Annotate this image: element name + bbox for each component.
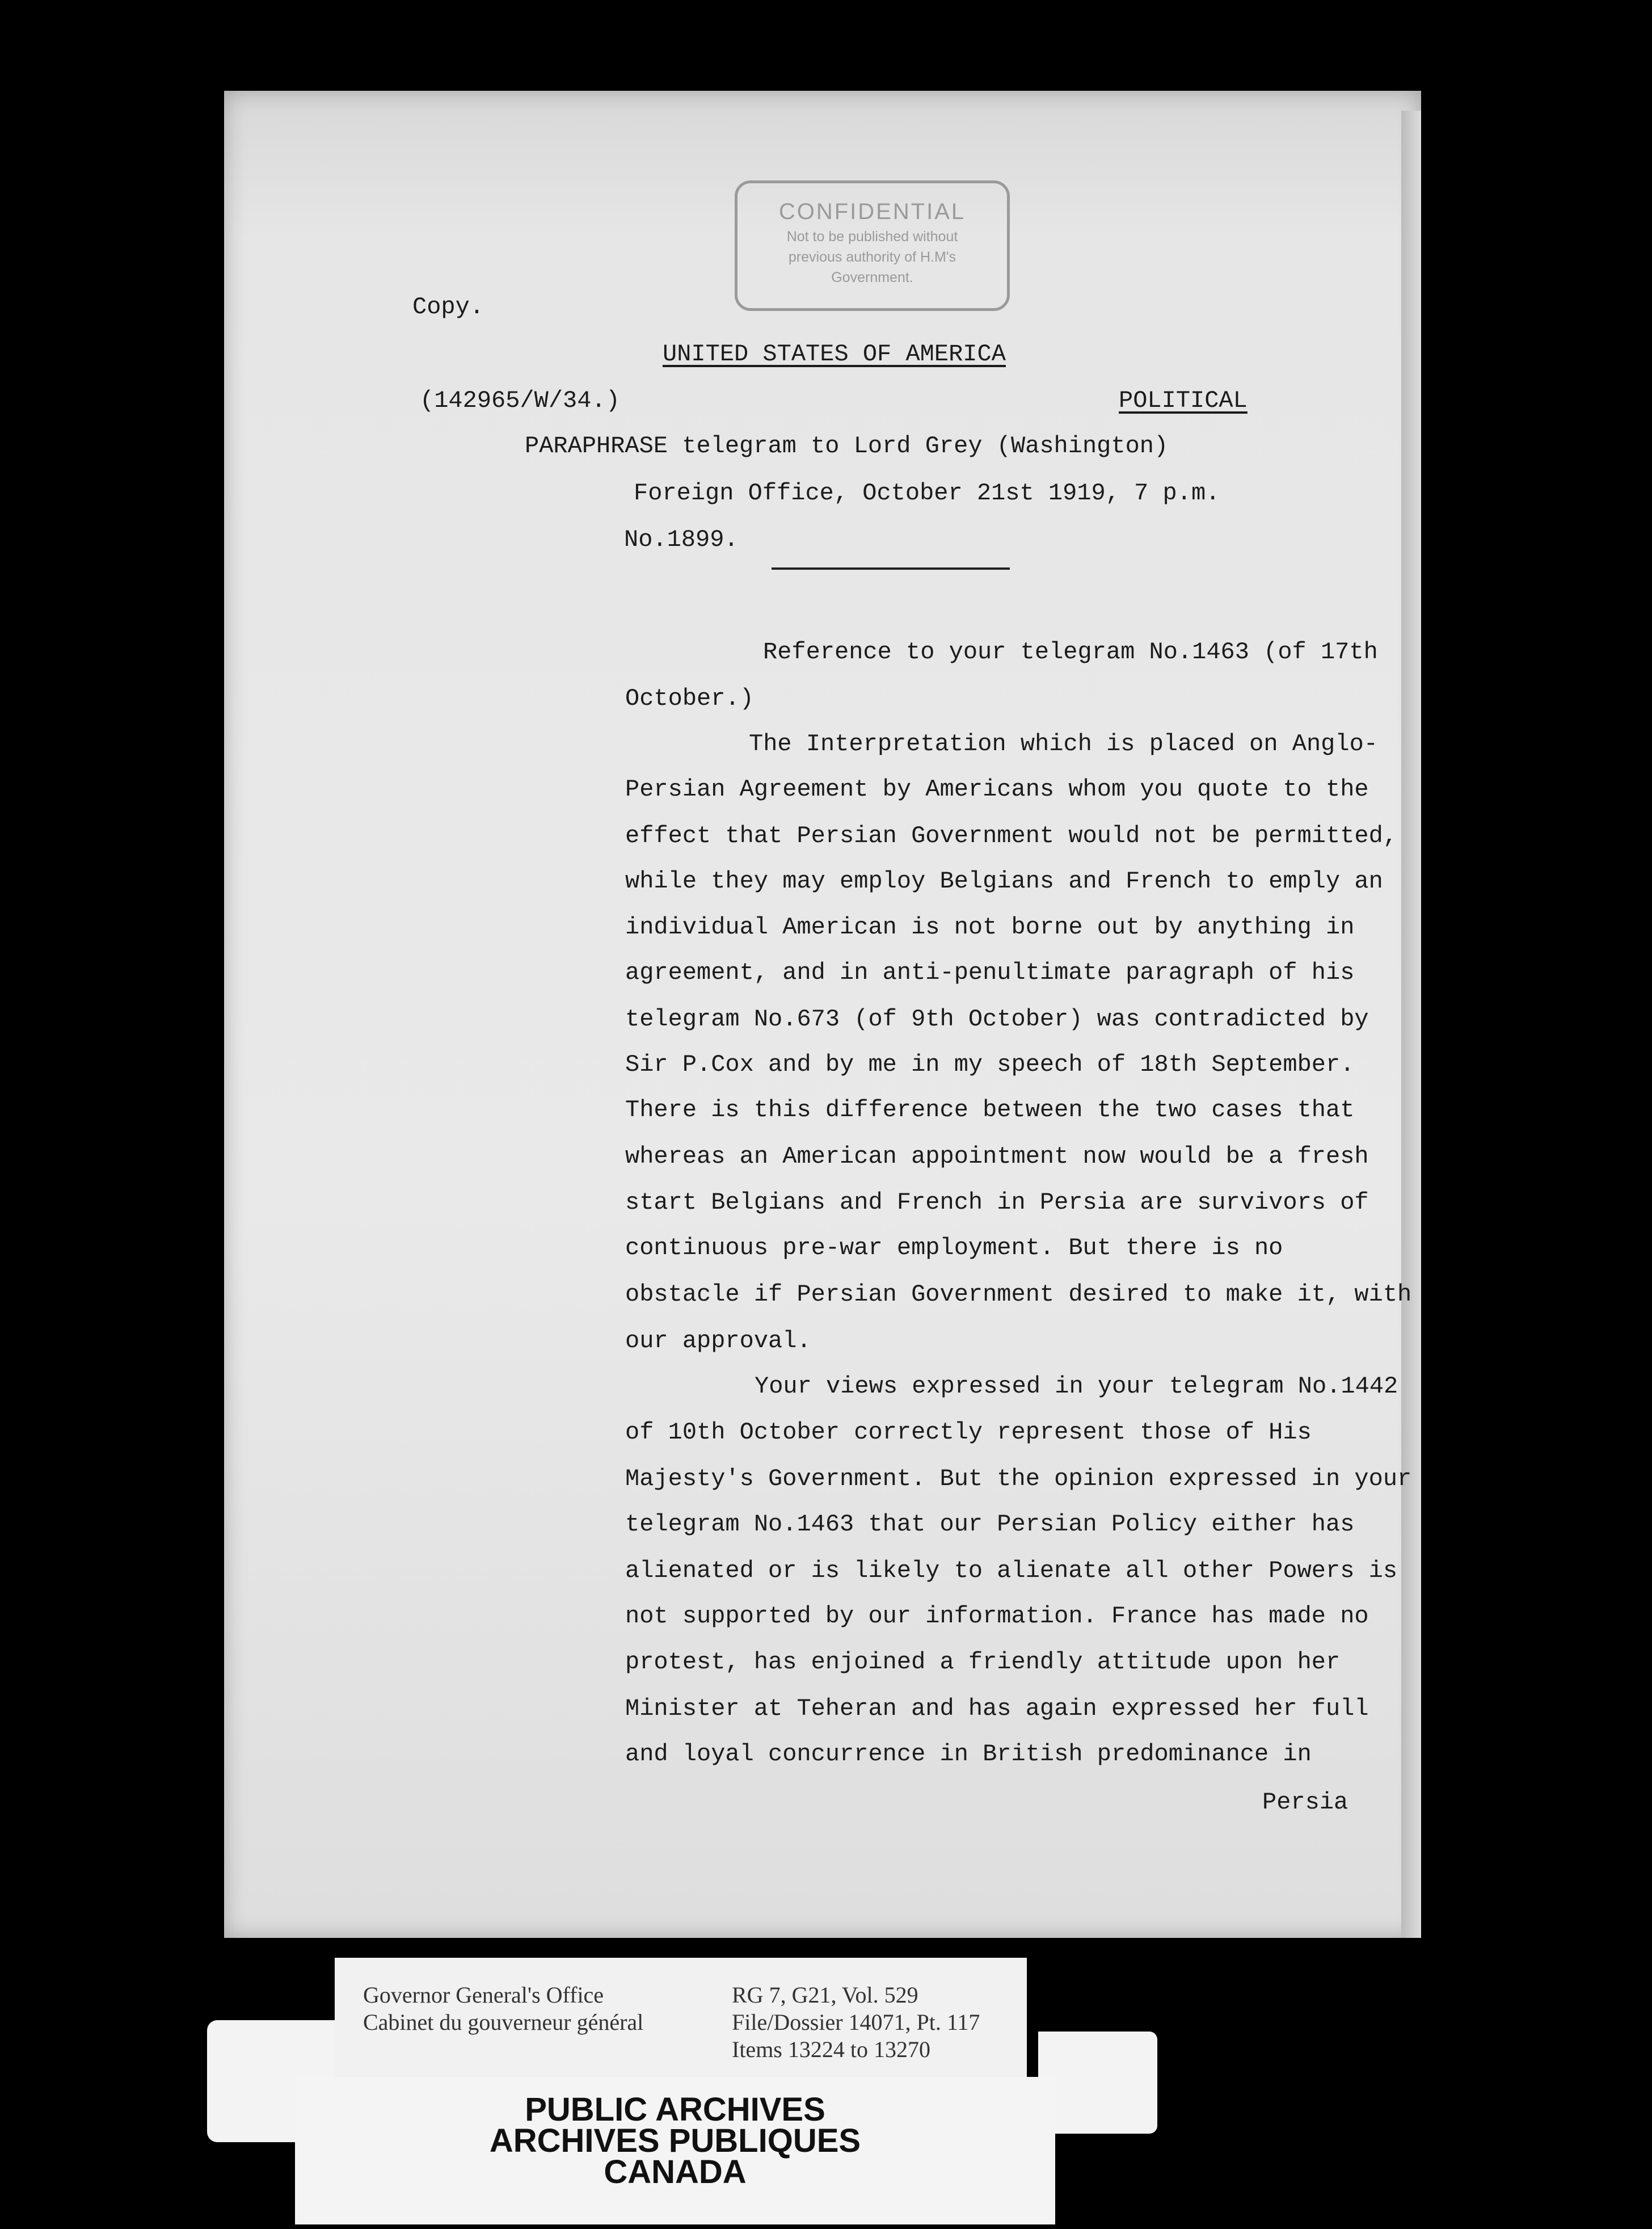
copy-label: Copy. [412,293,484,321]
paraphrase-line: PARAPHRASE telegram to Lord Grey (Washington) [525,432,1169,460]
country-heading: UNITED STATES OF AMERICA [663,340,1006,368]
body-line: Majesty's Government. But the opinion expressed in your [625,1465,1412,1492]
body-line: individual American is not borne out by anything in [625,914,1355,941]
record-group: RG 7, G21, Vol. 529 [732,1982,918,2008]
body-line: start Belgians and French in Persia are survivors of [625,1189,1369,1216]
stamp-note-3: Government. [831,270,913,285]
body-line: Sir P.Cox and by me in my speech of 18th September. [625,1051,1355,1078]
body-line: Minister at Teheran and has again expressed her full [625,1695,1369,1722]
stamp-note-1: Not to be published without [786,229,958,245]
public-archives-card [295,2077,1055,2224]
file-reference: (142965/W/34.) [420,387,620,414]
header-rule [772,567,1010,570]
body-line: effect that Persian Government would not be permitted, [625,822,1398,849]
body-line: October.) [625,685,754,712]
archive-reference-label [335,1958,1027,2087]
body-line: telegram No.1463 that our Persian Policy either has [625,1511,1355,1538]
archive-name-french: ARCHIVES PUBLIQUES [489,2122,861,2159]
category-label: POLITICAL [1119,387,1248,414]
origin-line: Foreign Office, October 21st 1919, 7 p.m. [634,480,1220,507]
body-line: There is this difference between the two cases that [625,1096,1355,1124]
body-line: whereas an American appointment now would be a fresh [625,1143,1369,1170]
archive-country: CANADA [604,2154,747,2190]
item-range: Items 13224 to 13270 [732,2037,930,2062]
body-line: and loyal concurrence in British predominance in [625,1740,1312,1768]
body-line: Persian Agreement by Americans whom you quote to the [625,776,1369,803]
body-line: telegram No.673 (of 9th October) was contradicted by [625,1006,1369,1033]
office-english: Governor General's Office [363,1982,604,2008]
body-line: obstacle if Persian Government desired to make it, with [625,1281,1412,1308]
body-line: while they may employ Belgians and French to emply an [625,868,1383,895]
body-line: not supported by our information. France has made no [625,1603,1369,1630]
body-line: continuous pre-war employment. But there is no [625,1234,1283,1261]
body-line: Your views expressed in your telegram No.1442 [755,1373,1398,1400]
body-line: alienated or is likely to alienate all other Powers is [625,1557,1398,1584]
catchword: Persia [1262,1789,1348,1816]
archive-name-english: PUBLIC ARCHIVES [525,2091,825,2128]
body-line: The Interpretation which is placed on Anglo- [749,730,1378,758]
stamp-title: CONFIDENTIAL [778,199,966,224]
body-line: of 10th October correctly represent those of His [625,1419,1312,1446]
body-line: our approval. [625,1327,811,1355]
confidential-stamp [735,180,1010,311]
page-edge [1401,111,1421,1938]
office-french: Cabinet du gouverneur général [363,2009,644,2035]
telegram-number: No.1899. [624,526,739,553]
body-line: Reference to your telegram No.1463 (of 17th [763,638,1378,666]
body-line: agreement, and in anti-penultimate paragraph of his [625,959,1355,986]
archive-card-tab-right [1038,2032,1157,2134]
file-dossier: File/Dossier 14071, Pt. 117 [732,2009,980,2035]
body-line: protest, has enjoined a friendly attitude upon her [625,1648,1341,1676]
stamp-note-2: previous authority of H.M's [788,249,956,265]
